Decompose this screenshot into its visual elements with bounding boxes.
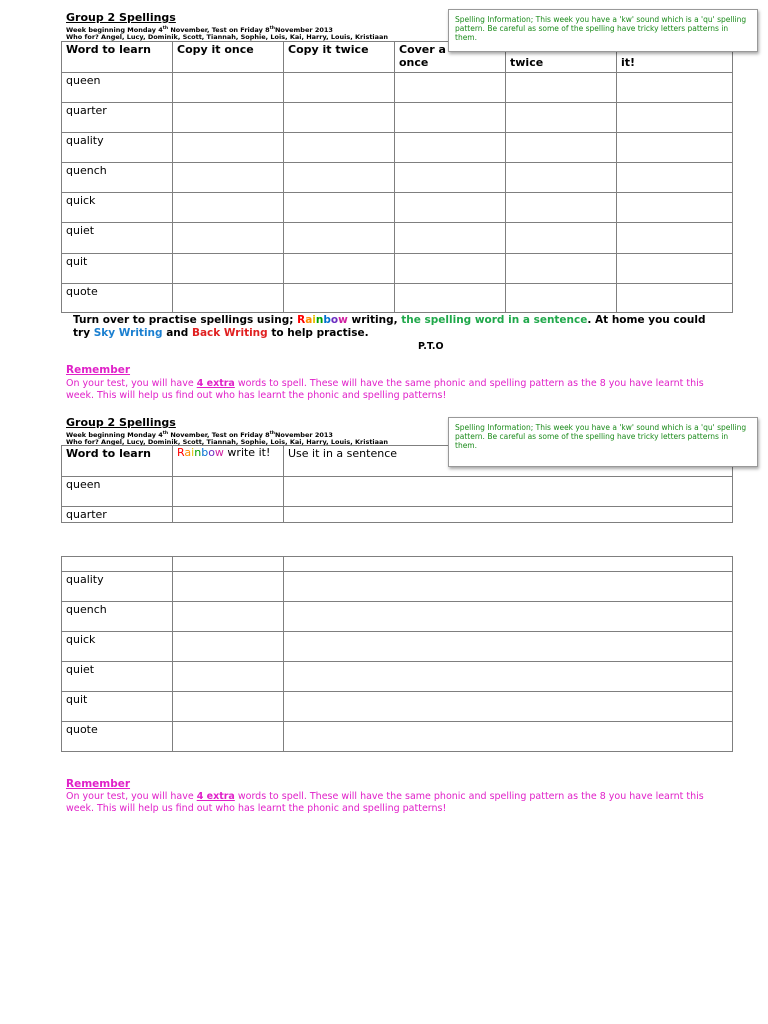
word-cell: quit <box>62 692 173 722</box>
table-row <box>62 254 733 284</box>
section1-week-line: Week beginning Monday 4th November, Test on Friday 8thNovember 2013 <box>66 26 333 35</box>
table-row <box>62 163 733 193</box>
sentence-cell[interactable] <box>284 477 733 507</box>
cover-once-cell[interactable] <box>395 284 506 313</box>
rainbow-cell[interactable] <box>173 572 284 602</box>
header-check-it: it! <box>617 42 733 73</box>
sentence-cell[interactable] <box>284 692 733 722</box>
header-use-in-sentence: Use it in a sentence <box>284 446 733 477</box>
table-row <box>62 557 733 572</box>
copy-twice-cell[interactable] <box>284 103 395 133</box>
check-cell[interactable] <box>617 284 733 313</box>
section2-remember-text: On your test, you will have 4 extra words to spell. These will have the same phonic and spelling pattern as the 8 you have learnt this week. This will help us find out who has learnt the phonic and spelling patterns! <box>66 791 704 814</box>
section1-spelling-table <box>61 41 733 313</box>
header-copy-once: Copy it once <box>173 42 284 73</box>
word-cell: quote <box>62 284 173 313</box>
cover-once-cell[interactable] <box>395 223 506 254</box>
word-cell: quarter <box>62 507 173 523</box>
cover-once-cell[interactable] <box>395 103 506 133</box>
cover-once-cell[interactable] <box>395 163 506 193</box>
section2-title: Group 2 Spellings <box>66 416 176 429</box>
word-cell: quiet <box>62 662 173 692</box>
sentence-cell[interactable] <box>284 507 733 523</box>
table-row <box>62 602 733 632</box>
sentence-cell[interactable] <box>284 632 733 662</box>
blank-cell <box>62 557 173 572</box>
header-word-to-learn: Word to learn <box>62 446 173 477</box>
word-cell: quick <box>62 193 173 223</box>
table-row <box>62 477 733 507</box>
word-cell: quiet <box>62 223 173 254</box>
check-cell[interactable] <box>617 193 733 223</box>
header-word-to-learn: Word to learn <box>62 42 173 73</box>
table-row <box>62 193 733 223</box>
word-cell: quality <box>62 133 173 163</box>
section2-info-box: Spelling Information; This week you have a 'kw' sound which is a 'qu' spelling pattern. Be careful as some of the spelling have tricky letters patterns in them. <box>448 417 758 467</box>
sentence-cell[interactable] <box>284 572 733 602</box>
copy-once-cell[interactable] <box>173 193 284 223</box>
table-row <box>62 133 733 163</box>
copy-twice-cell[interactable] <box>284 223 395 254</box>
word-cell: quit <box>62 254 173 284</box>
section2-who-line: Who for? Angel, Lucy, Dominik, Scott, Tiannah, Sophie, Lois, Kai, Harry, Louis, Kristiaan <box>66 438 389 446</box>
table-row <box>62 572 733 602</box>
header-cover-write-twice: twice <box>506 42 617 73</box>
cover-twice-cell[interactable] <box>506 133 617 163</box>
section1-info-box: Spelling Information; This week you have a 'kw' sound which is a 'qu' spelling pattern. Be careful as some of the spelling have tricky letters patterns in them. <box>448 9 758 52</box>
rainbow-cell[interactable] <box>173 477 284 507</box>
cover-twice-cell[interactable] <box>506 223 617 254</box>
cover-once-cell[interactable] <box>395 193 506 223</box>
copy-once-cell[interactable] <box>173 103 284 133</box>
table-row <box>62 722 733 752</box>
check-cell[interactable] <box>617 103 733 133</box>
copy-twice-cell[interactable] <box>284 133 395 163</box>
cover-once-cell[interactable] <box>395 73 506 103</box>
table-row <box>62 692 733 722</box>
section1-title: Group 2 Spellings <box>66 11 176 24</box>
check-cell[interactable] <box>617 223 733 254</box>
rainbow-cell[interactable] <box>173 692 284 722</box>
copy-once-cell[interactable] <box>173 163 284 193</box>
table-row <box>62 632 733 662</box>
table-row <box>62 103 733 133</box>
section1-pto: P.T.O <box>418 341 444 352</box>
copy-twice-cell[interactable] <box>284 163 395 193</box>
section1-remember-heading: Remember <box>66 364 131 376</box>
word-cell: quench <box>62 602 173 632</box>
blank-cell <box>173 557 284 572</box>
word-cell: quote <box>62 722 173 752</box>
cover-twice-cell[interactable] <box>506 73 617 103</box>
word-cell: quick <box>62 632 173 662</box>
blank-cell <box>284 557 733 572</box>
section2-table-bottom <box>61 556 733 752</box>
copy-once-cell[interactable] <box>173 284 284 313</box>
copy-twice-cell[interactable] <box>284 284 395 313</box>
cover-twice-cell[interactable] <box>506 163 617 193</box>
rainbow-cell[interactable] <box>173 602 284 632</box>
header-rainbow-write: Rainbow write it! <box>173 446 284 477</box>
section2-week-line: Week beginning Monday 4th November, Test on Friday 8thNovember 2013 <box>66 431 333 440</box>
sentence-cell[interactable] <box>284 662 733 692</box>
copy-twice-cell[interactable] <box>284 193 395 223</box>
header-copy-twice: Copy it twice <box>284 42 395 73</box>
sentence-cell[interactable] <box>284 722 733 752</box>
cover-twice-cell[interactable] <box>506 193 617 223</box>
cover-once-cell[interactable] <box>395 254 506 284</box>
cover-twice-cell[interactable] <box>506 103 617 133</box>
word-cell: queen <box>62 477 173 507</box>
section1-who-line: Who for? Angel, Lucy, Dominik, Scott, Tiannah, Sophie, Lois, Kai, Harry, Louis, Kristiaan <box>66 33 389 41</box>
rainbow-word: Rainbow <box>297 314 348 326</box>
check-cell[interactable] <box>617 254 733 284</box>
table-row <box>62 507 733 523</box>
cover-once-cell[interactable] <box>395 133 506 163</box>
section1-remember-text: On your test, you will have 4 extra words to spell. These will have the same phonic and spelling pattern as the 8 you have learnt this week. This will help us find out who has learnt the phonic and spelling patterns! <box>66 378 704 401</box>
check-cell[interactable] <box>617 133 733 163</box>
word-cell: quarter <box>62 103 173 133</box>
cover-twice-cell[interactable] <box>506 254 617 284</box>
table-row <box>62 73 733 103</box>
sentence-cell[interactable] <box>284 602 733 632</box>
check-cell[interactable] <box>617 163 733 193</box>
section1-turn-over-text: Turn over to practise spellings using; Rainbow writing, the spelling word in a sentence. At home you could try Sky Writing and Back Writing to help practise. <box>73 314 706 339</box>
rainbow-cell[interactable] <box>173 662 284 692</box>
copy-once-cell[interactable] <box>173 133 284 163</box>
header-cover-write-once: Cover a once <box>395 42 506 73</box>
check-cell[interactable] <box>617 73 733 103</box>
rainbow-cell[interactable] <box>173 507 284 523</box>
table-row <box>62 223 733 254</box>
copy-once-cell[interactable] <box>173 254 284 284</box>
copy-once-cell[interactable] <box>173 223 284 254</box>
copy-once-cell[interactable] <box>173 73 284 103</box>
copy-twice-cell[interactable] <box>284 73 395 103</box>
table-row <box>62 662 733 692</box>
word-cell: quench <box>62 163 173 193</box>
word-cell: quality <box>62 572 173 602</box>
rainbow-cell[interactable] <box>173 722 284 752</box>
cover-twice-cell[interactable] <box>506 284 617 313</box>
copy-twice-cell[interactable] <box>284 254 395 284</box>
table-row <box>62 284 733 313</box>
section2-remember-heading: Remember <box>66 778 131 790</box>
rainbow-cell[interactable] <box>173 632 284 662</box>
word-cell: queen <box>62 73 173 103</box>
